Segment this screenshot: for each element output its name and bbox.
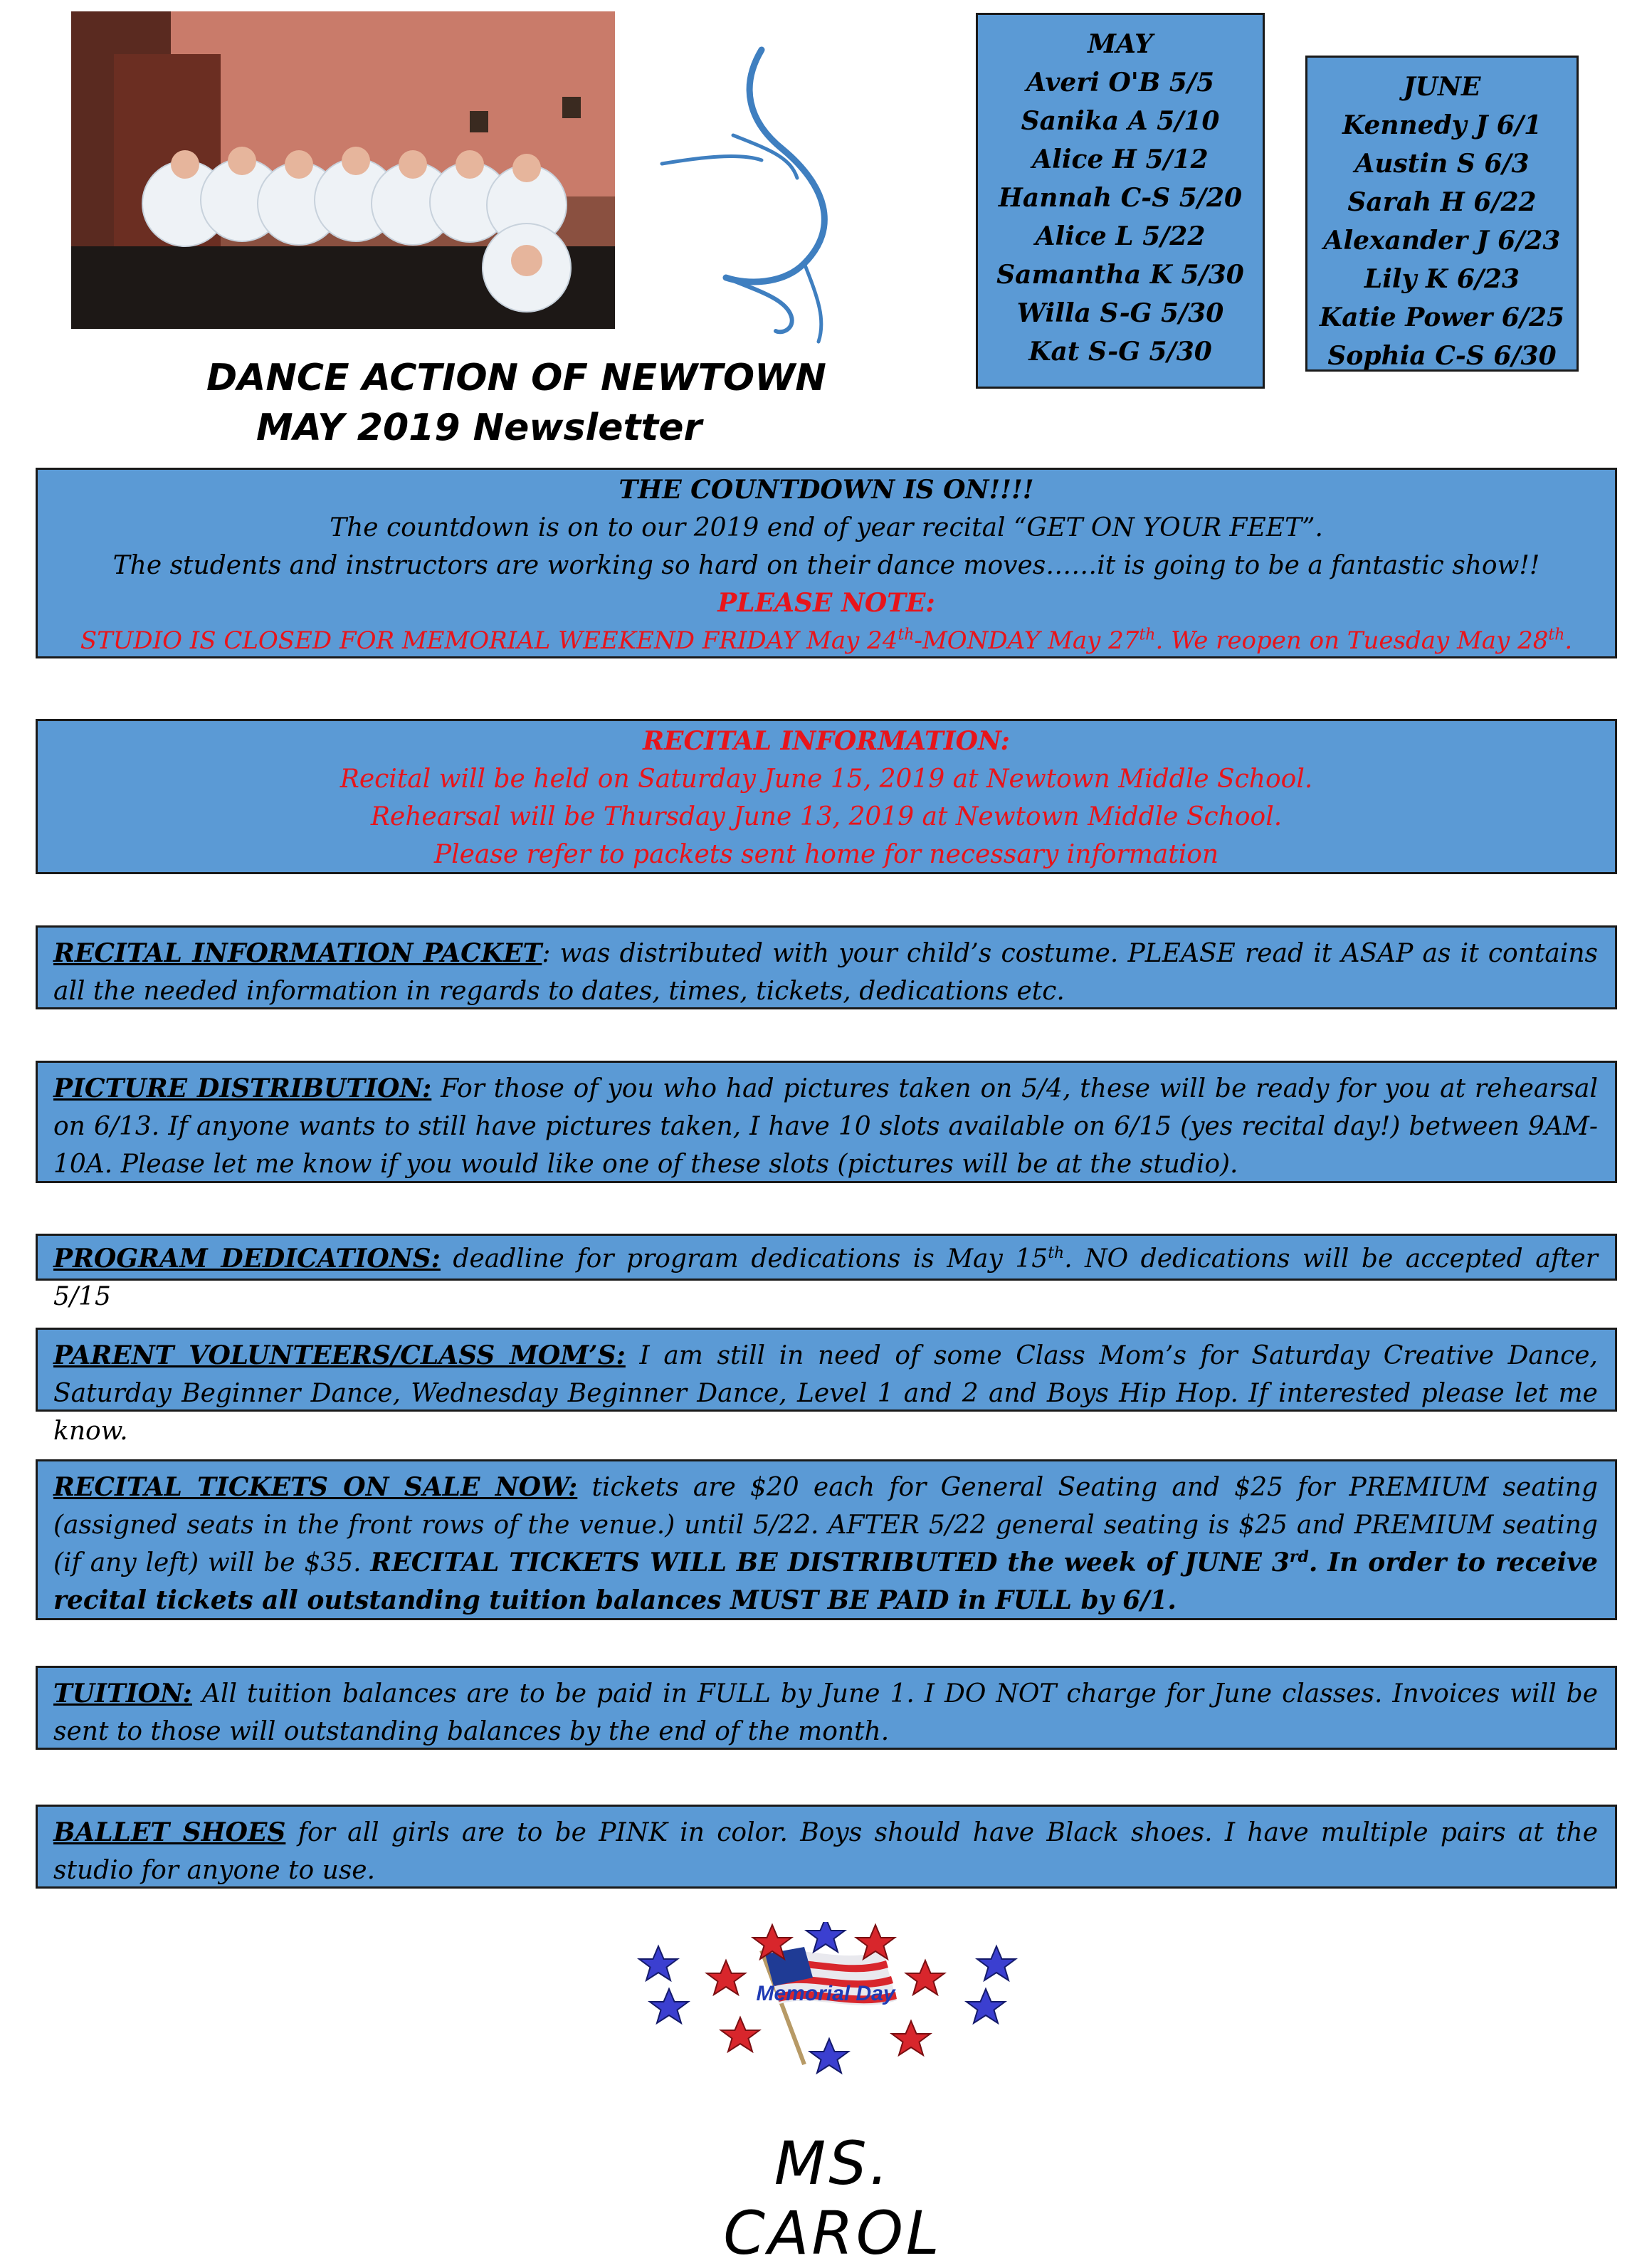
recital-info-box [36,719,1617,874]
birthday-item: Katie Power 6/25 [1319,303,1565,332]
countdown-heading: THE COUNTDOWN IS ON!!!! [619,475,1034,505]
birthday-item: Alice H 5/12 [1032,145,1209,174]
birthday-item: Kennedy J 6/1 [1342,110,1542,140]
note-heading: PLEASE NOTE: [717,588,935,618]
newsletter-subtitle: MAY 2019 Newsletter [256,406,702,449]
dedications-label: PROGRAM DEDICATIONS: [53,1244,441,1274]
june-heading: JUNE [1403,72,1481,102]
newsletter-title: DANCE ACTION OF NEWTOWN [206,357,826,399]
signature: MS. CAROL [723,2128,942,2268]
birthday-item: Willa S-G 5/30 [1016,298,1224,328]
recital-info-line: Please refer to packets sent home for necessary information [433,840,1219,869]
picture-label: PICTURE DISTRIBUTION: [53,1073,432,1103]
shoes-label: BALLET SHOES [53,1817,286,1847]
june-birthdays-box [1305,56,1579,372]
birthday-item: Austin S 6/3 [1354,149,1530,179]
tuition-box [36,1666,1617,1750]
shoes-box [36,1805,1617,1889]
tickets-box [36,1459,1617,1620]
picture-box [36,1061,1617,1183]
picture-text: For those of you who had pictures taken on 5/4, these will be ready for you at rehearsal on 6/13. If anyone wants to still have pictures taken, I have 10 slots available on 6/15 (yes recital day!) between 9AM-10A. Please let me know if you would like one of these slots (pictures will be at the studio). [53,1074,1599,1179]
packet-label: RECITAL INFORMATION PACKET [53,938,542,968]
dedications-box [36,1234,1617,1311]
birthday-item: Sanika A 5/10 [1021,106,1220,136]
birthday-item: Kat S-G 5/30 [1028,337,1212,367]
shoes-text: for all girls are to be PINK in color. Boys should have Black shoes. I have multiple pairs at the studio for anyone to use. [53,1818,1598,1885]
memorial-day-text: Memorial Day [756,1982,895,2005]
birthday-item: Alexander J 6/23 [1323,226,1561,256]
countdown-line: The countdown is on to our 2019 end of year recital “GET ON YOUR FEET”. [330,513,1323,542]
birthday-item: Hannah C-S 5/20 [998,183,1243,213]
dancers-photo [71,11,615,329]
birthday-item: Lily K 6/23 [1364,264,1520,294]
recital-info-line: Rehearsal will be Thursday June 13, 2019 at Newtown Middle School. [370,802,1283,831]
tickets-text: tickets are $20 each for General Seating and $25 for PREMIUM seating (assigned seats in the front rows of the venue.) until 5/22. AFTER 5/22 general seating is $25 and PREMIUM seating (if any left) will be $35. [53,1473,1598,1577]
may-birthdays-box [976,13,1265,389]
volunteers-box [36,1328,1617,1446]
tickets-label: RECITAL TICKETS ON SALE NOW: [53,1472,578,1502]
recital-info-line: Recital will be held on Saturday June 15, 2019 at Newtown Middle School. [339,765,1313,794]
birthday-item: Averi O'B 5/5 [1026,68,1215,98]
birthday-item: Samantha K 5/30 [996,260,1244,290]
dancer-logo [641,28,925,356]
birthday-item: Sarah H 6/22 [1347,187,1537,217]
countdown-line: The students and instructors are working so hard on their dance moves……it is going to be a fantastic show!! [112,551,1540,580]
closure-notice: STUDIO IS CLOSED FOR MEMORIAL WEEKEND FRIDAY May 24th-MONDAY May 27th. We reopen on Tuesday May 28th. [80,626,1573,655]
birthday-item: Alice L 5/22 [1035,221,1206,251]
packet-box [36,925,1617,1009]
recital-info-heading: RECITAL INFORMATION: [643,726,1010,756]
countdown-box [36,468,1617,658]
volunteers-label: PARENT VOLUNTEERS/CLASS MOM’S: [53,1340,626,1370]
may-heading: MAY [1088,29,1153,59]
birthday-item: Sophia C-S 6/30 [1327,341,1557,371]
tickets-distribution-notice: RECITAL TICKETS WILL BE DISTRIBUTED the week of JUNE 3rd. In order to receive recital tickets all outstanding tuition balances MUST BE PAID in FULL by 6/1. [53,1548,1598,1615]
tuition-text: All tuition balances are to be paid in FULL by June 1. I DO NOT charge for June classes. Invoices will be sent to those will outstanding balances by the end of the month. [53,1679,1598,1746]
packet-text: : was distributed with your child’s costume. PLEASE read it ASAP as it contains all the needed information in regards to dates, times, tickets, dedications etc. [53,939,1598,1006]
dedications-text: deadline for program dedications is May 15th. NO dedications will be accepted after 5/15 [53,1244,1599,1311]
memorial-day-emblem [626,1922,1025,2079]
tuition-label: TUITION: [53,1679,192,1708]
volunteers-text: I am still in need of some Class Mom’s for Saturday Creative Dance, Saturday Beginner Dance, Wednesday Beginner Dance, Level 1 and 2 and Boys Hip Hop. If interested please let me know. [53,1341,1598,1446]
